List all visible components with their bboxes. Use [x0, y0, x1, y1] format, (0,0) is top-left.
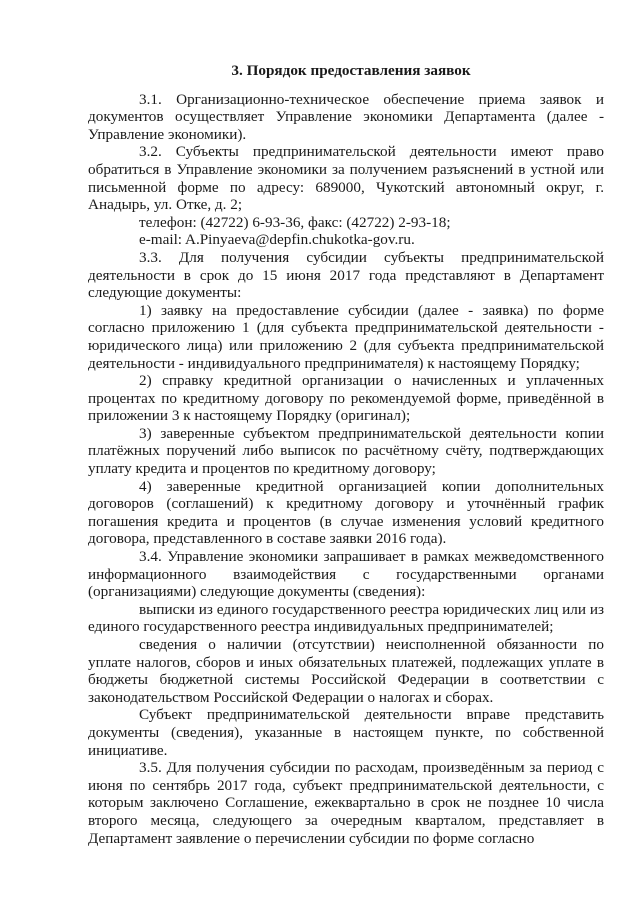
- document-page: [88, 62, 604, 847]
- list-item-2: 2) справку кредитной организации о начисленных и уплаченных процентах по кредитному договору по рекомендуемой форме, приведённой в приложении 3 к настоящему Порядку (оригинал);: [88, 372, 604, 425]
- paragraph-3-3: 3.3. Для получения субсидии субъекты предпринимательской деятельности в срок до 15 июня 2017 года представляют в Департамент следующие документы:: [88, 248, 604, 302]
- paragraph-3-5: 3.5. Для получения субсидии по расходам, произведённым за период с июня по сентябрь 2017 года, субъект предпринимательской деятельности, с которым заключено Соглашение, ежеквартально в срок не позднее 10 числа второго месяца, следующего за очередным кварталом, представляет в Департамент заявление о перечислении субсидии по форме согласно: [88, 759, 604, 847]
- list-item-3: 3) заверенные субъектом предпринимательской деятельности копии платёжных поручений либо выписок по расчётному счёту, подтверждающих уплату кредита и процентов по кредитному договору;: [88, 424, 604, 478]
- section-heading: 3. Порядок предоставления заявок: [231, 62, 471, 79]
- paragraph-3-4-initiative: Субъект предпринимательской деятельности вправе представить документы (сведения), указанные в настоящем пункте, по собственной инициативе.: [88, 706, 604, 759]
- paragraph-3-4-item-registry: выписки из единого государственного реестра юридических лиц или из единого государственного реестра индивидуальных предпринимателей;: [88, 600, 604, 636]
- list-item-4: 4) заверенные кредитной организацией копии дополнительных договоров (соглашений) к кредитному договору и уточнённый график погашения кредита и процентов (в случае изменения условий кредитного договора, представленного в составе заявки 2016 года).: [88, 477, 604, 548]
- contact-email: e-mail: A.Pinyaeva@depfin.chukotka-gov.ru.: [139, 231, 415, 249]
- list-item-1: 1) заявку на предоставление субсидии (далее - заявка) по форме согласно приложению 1 (для субъекта предпринимательской деятельности - юридического лица) или приложению 2 (для субъекта предпринимательской деятельности - индивидуального предпринимателя) к настоящему Порядку;: [88, 301, 604, 372]
- paragraph-3-4-item-taxes: сведения о наличии (отсутствии) неисполненной обязанности по уплате налогов, сборов и иных обязательных платежей, подлежащих уплате в бюджеты бюджетной системы Российской Федерации в соответствии с законодательством Российской Федерации о налогах и сборах.: [88, 636, 604, 706]
- paragraph-3-2: 3.2. Субъекты предпринимательской деятельности имеют право обратиться в Управление экономики за получением разъяснений в устной или письменной форме по адресу: 689000, Чукотский автономный округ, г. Анадырь, ул. Отке, д. 2;: [88, 143, 604, 214]
- paragraph-3-4: 3.4. Управление экономики запрашивает в рамках межведомственного информационного взаимодействия с государственными органами (организациями) следующие документы (сведения):: [88, 548, 604, 601]
- paragraph-3-1: 3.1. Организационно-техническое обеспечение приема заявок и документов осуществляет Управление экономики Департамента (далее - Управление экономики).: [88, 90, 604, 143]
- contact-phone: телефон: (42722) 6-93-36, факс: (42722) 2-93-18;: [139, 213, 451, 231]
